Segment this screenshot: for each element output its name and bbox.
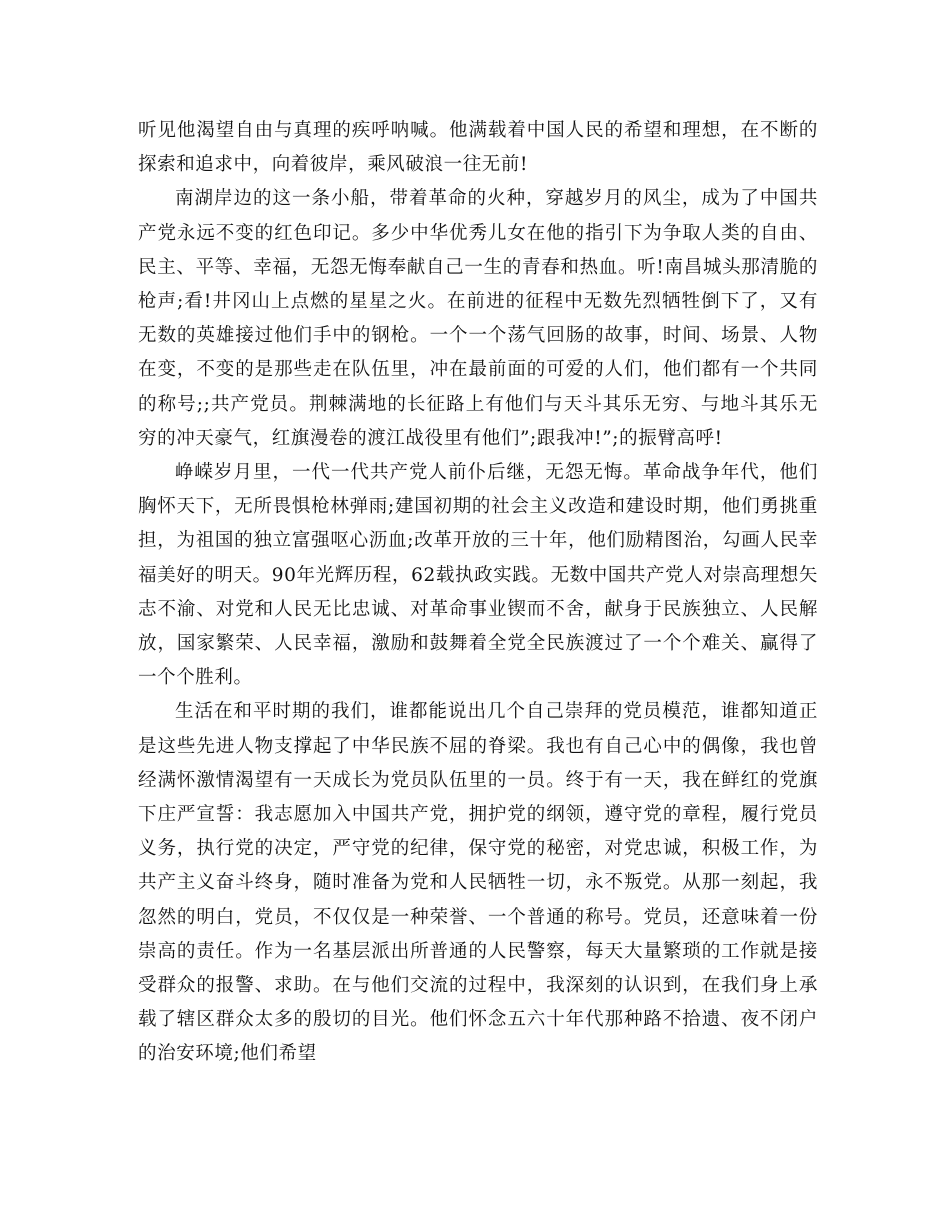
paragraph-peacetime: 生活在和平时期的我们，谁都能说出几个自己崇拜的党员模范，谁都知道正是这些先进人物支撑起了中华民族不屈的脊梁。我也有自己心中的偶像，我也曾经满怀激情渴望有一天成长为党员队伍里的一员。终于有一天，我在鲜红的党旗下庄严宣誓：我志愿加入中国共产党，拥护党的纲领，遵守党的章程，履行党员义务，执行党的决定，严守党的纪律，保守党的秘密，对党忠诚，积极工作，为共产主义奋斗终身，随时准备为党和人民牺牲一切，永不叛党。从那一刻起，我忽然的明白，党员，不仅仅是一种荣誉、一个普通的称号。党员，还意味着一份崇高的责任。作为一名基层派出所普通的人民警察，每天大量繁琐的工作就是接受群众的报警、求助。在与他们交流的过程中，我深刻的认识到，在我们身上承载了辖区群众太多的殷切的目光。他们怀念五六十年代那种路不拾遗、夜不闭户的治安环境;他们希望 <box>138 701 818 1065</box>
body-text <box>138 114 818 1072</box>
paragraph-glorious-years: 峥嵘岁月里，一代一代共产党人前仆后继，无怨无悔。革命战争年代，他们胸怀天下，无所畏惧枪林弹雨;建国初期的社会主义改造和建设时期，他们勇挑重担，为祖国的独立富强呕心沥血;改革开放的三十年，他们励精图治，勾画人民幸福美好的明天。90年光辉历程，62载执政实践。无数中国共产党人对崇高理想矢志不渝、对党和人民无比忠诚、对革命事业锲而不舍，献身于民族独立、人民解放，国家繁荣、人民幸福，激励和鼓舞着全党全民族渡过了一个个难关、赢得了一个个胜利。 <box>138 462 818 689</box>
paragraph-continuation: 听见他渴望自由与真理的疾呼呐喊。他满载着中国人民的希望和理想，在不断的探索和追求中，向着彼岸，乘风破浪一往无前! <box>138 120 818 176</box>
paragraph-red-boat: 南湖岸边的这一条小船，带着革命的火种，穿越岁月的风尘，成为了中国共产党永远不变的红色印记。多少中华优秀儿女在他的指引下为争取人类的自由、民主、平等、幸福，无怨无悔奉献自己一生的青春和热血。听!南昌城头那清脆的枪声;看!井冈山上点燃的星星之火。在前进的征程中无数先烈牺牲倒下了，又有无数的英雄接过他们手中的钢枪。一个一个荡气回肠的故事，时间、场景、人物在变，不变的是那些走在队伍里，冲在最前面的可爱的人们，他们都有一个共同的称号;;共产党员。荆棘满地的长征路上有他们与天斗其乐无穷、与地斗其乐无穷的冲天豪气，红旗漫卷的渡江战役里有他们”;跟我冲!”;的振臂高呼! <box>138 188 818 449</box>
